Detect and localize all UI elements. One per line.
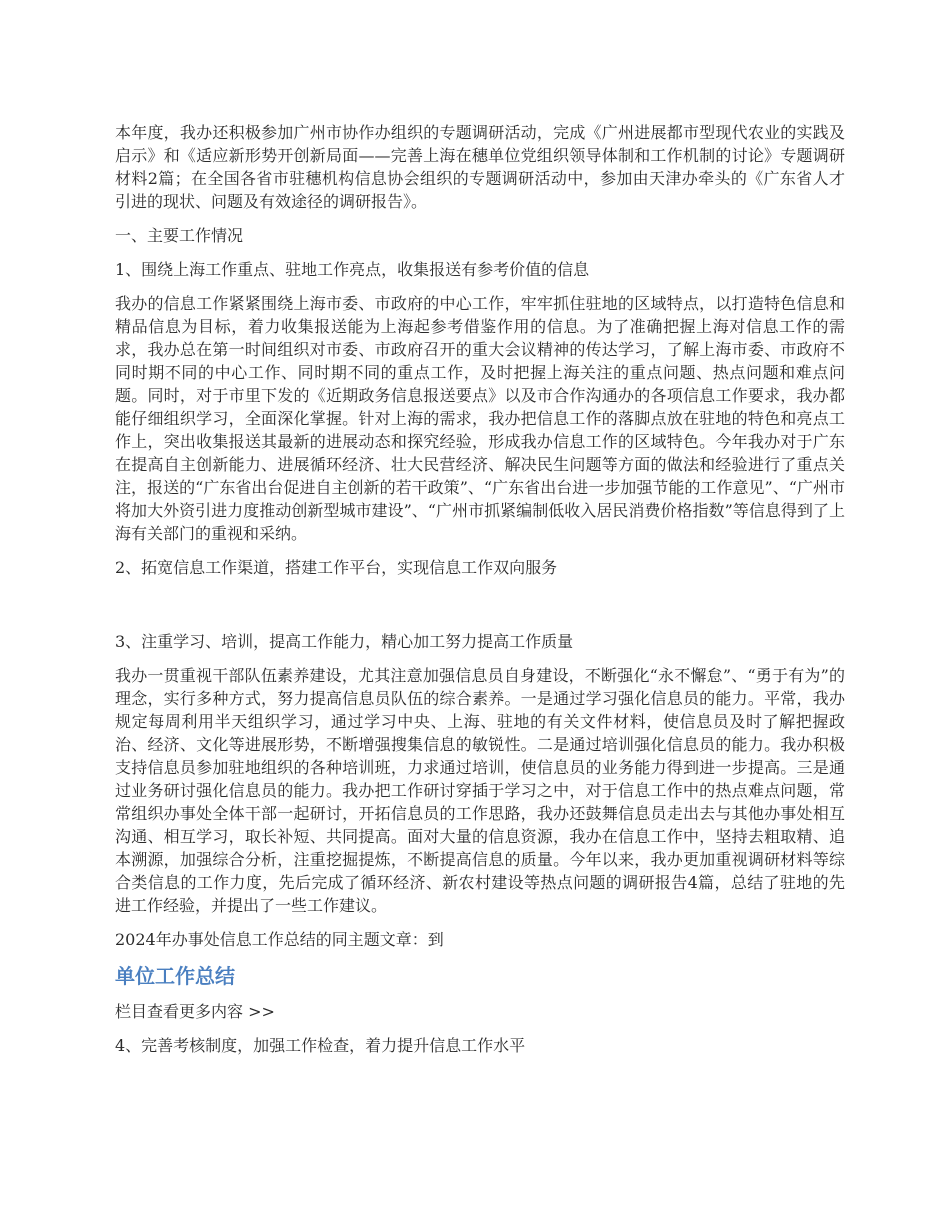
item2-title: 2、拓宽信息工作渠道，搭建工作平台，实现信息工作双向服务 xyxy=(115,558,558,577)
item3-body: 我办一贯重视干部队伍素养建设，尤其注意加强信息员自身建设，不断强化“永不懈怠”、“勇于有为”的理念，实行多种方式，努力提高信息员队伍的综合素养。一是通过学习强化信息员的能力。平常，我办规定每周利用半天组织学习，通过学习中央、上海、驻地的有关文件材料，使信息员及时了解把握政治、经济、文化等进展形势，不断增强搜集信息的敏锐性。二是通过培训强化信息员的能力。我办积极支持信息员参加驻地组织的各种培训班，力求通过培训，使信息员的业务能力得到进一步提高。三是通过业务研讨强化信息员的能力。我办把工作研讨穿插于学习之中，对于信息工作中的热点难点问题，常常组织办事处全体干部一起研讨，开拓信息员的工作思路，我办还鼓舞信息员走出去与其他办事处相互沟通、相互学习，取长补短、共同提高。面对大量的信息资源，我办在信息工作中，坚持去粗取精、追本溯源，加强综合分析，注重挖掘提炼，不断提高信息的质量。今年以来，我办更加重视调研材料等综合类信息的工作力度，先后完成了循环经济、新农村建设等热点问题的调研报告4篇，总结了驻地的先进工作经验，并提出了一些工作建议。 xyxy=(115,666,845,915)
intro-paragraph: 本年度，我办还积极参加广州市协作办组织的专题调研活动，完成《广州进展都市型现代农业的实践及启示》和《适应新形势开创新局面——完善上海在穗单位党组织领导体制和工作机制的讨论》专题调研材料2篇；在全国各省市驻穗机构信息协会组织的专题调研活动中，参加由天津办牵头的《广东省人才引进的现状、问题及有效途径的调研报告》。 xyxy=(115,123,845,211)
item3-title: 3、注重学习、培训，提高工作能力，精心加工努力提高工作质量 xyxy=(115,632,574,651)
item1-title: 1、围绕上海工作重点、驻地工作亮点，收集报送有参考价值的信息 xyxy=(115,260,590,279)
document-page xyxy=(115,121,845,1068)
related-articles-line: 2024年办事处信息工作总结的同主题文章：到 xyxy=(115,930,444,949)
category-link-heading[interactable]: 单位工作总结 xyxy=(115,964,235,988)
view-more-link[interactable]: 栏目查看更多内容 >> xyxy=(115,1002,275,1021)
item4-title: 4、完善考核制度，加强工作检查，着力提升信息工作水平 xyxy=(115,1036,526,1055)
item1-body: 我办的信息工作紧紧围绕上海市委、市政府的中心工作，牢牢抓住驻地的区域特点，以打造特色信息和精品信息为目标，着力收集报送能为上海起参考借鉴作用的信息。为了准确把握上海对信息工作的需求，我办总在第一时间组织对市委、市政府召开的重大会议精神的传达学习，了解上海市委、市政府不同时期不同的中心工作、同时期不同的重点工作，及时把握上海关注的重点问题、热点问题和难点问题。同时，对于市里下发的《近期政务信息报送要点》以及市合作沟通办的各项信息工作要求，我办都能仔细组织学习，全面深化掌握。针对上海的需求，我办把信息工作的落脚点放在驻地的特色和亮点工作上，突出收集报送其最新的进展动态和探究经验，形成我办信息工作的区域特色。今年我办对于广东在提高自主创新能力、进展循环经济、壮大民营经济、解决民生问题等方面的做法和经验进行了重点关注，报送的“广东省出台促进自主创新的若干政策”、“广东省出台进一步加强节能的工作意见”、“广州市将加大外资引进力度推动创新型城市建设”、“广州市抓紧编制低收入居民消费价格指数”等信息得到了上海有关部门的重视和采纳。 xyxy=(115,294,845,543)
blank-space xyxy=(115,590,845,630)
section-title: 一、主要工作情况 xyxy=(115,226,244,245)
